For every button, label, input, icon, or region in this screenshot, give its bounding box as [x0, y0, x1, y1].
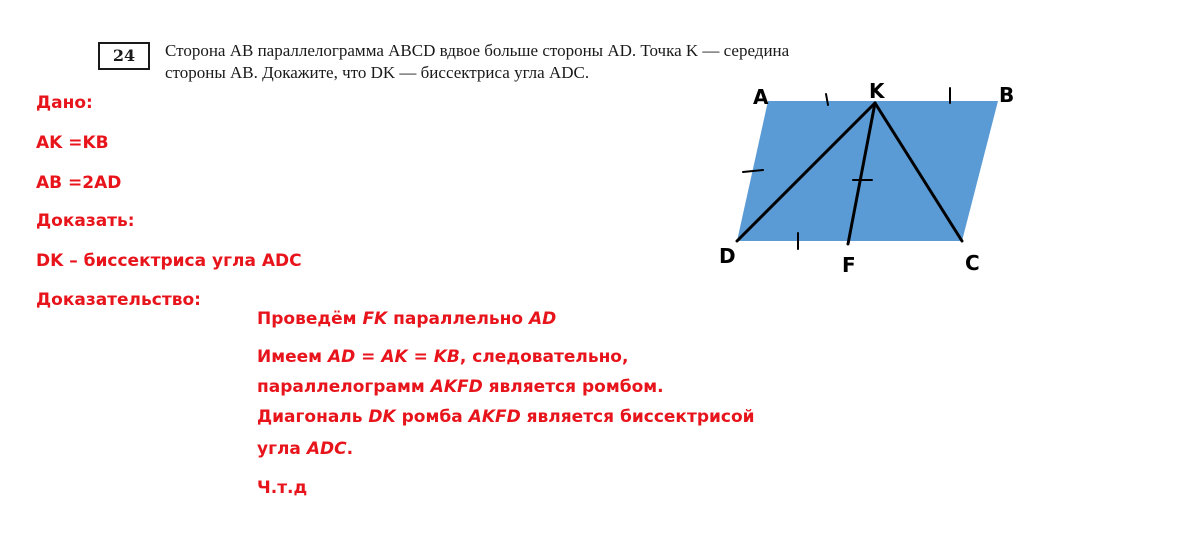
given-heading: Дано:	[36, 93, 93, 113]
problem-line-2: стороны AB. Докажите, что DK — биссектриса угла ADC.	[165, 63, 590, 82]
proof-heading: Доказательство:	[36, 290, 201, 310]
given-item-1: AK =KB	[36, 133, 109, 153]
label-f: F	[842, 253, 856, 277]
label-a: A	[753, 85, 769, 109]
proof-line-2: Имеем AD = AK = KB, следовательно,	[257, 347, 629, 367]
given-item-2: AB =2AD	[36, 173, 122, 193]
proof-line-1: Проведём FK параллельно AD	[257, 309, 557, 329]
problem-line-1: Сторона AB параллелограмма ABCD вдвое больше стороны AD. Точка K — середина	[165, 41, 790, 60]
label-b: B	[999, 83, 1015, 107]
label-c: C	[965, 251, 980, 275]
label-k: K	[869, 79, 885, 103]
problem-number: 24	[98, 42, 150, 70]
prove-heading: Доказать:	[36, 211, 135, 231]
proof-line-4: Диагональ DK ромба AKFD является биссектрисой	[257, 407, 755, 427]
parallelogram-abcd	[737, 101, 998, 241]
label-d: D	[719, 244, 736, 268]
proof-line-5: угла ADC.	[257, 439, 354, 459]
proof-qed: Ч.т.д	[257, 478, 308, 498]
proof-line-3: параллелограмм AKFD является ромбом.	[257, 377, 664, 397]
prove-statement: DK – биссектриса угла ADC	[36, 251, 302, 271]
